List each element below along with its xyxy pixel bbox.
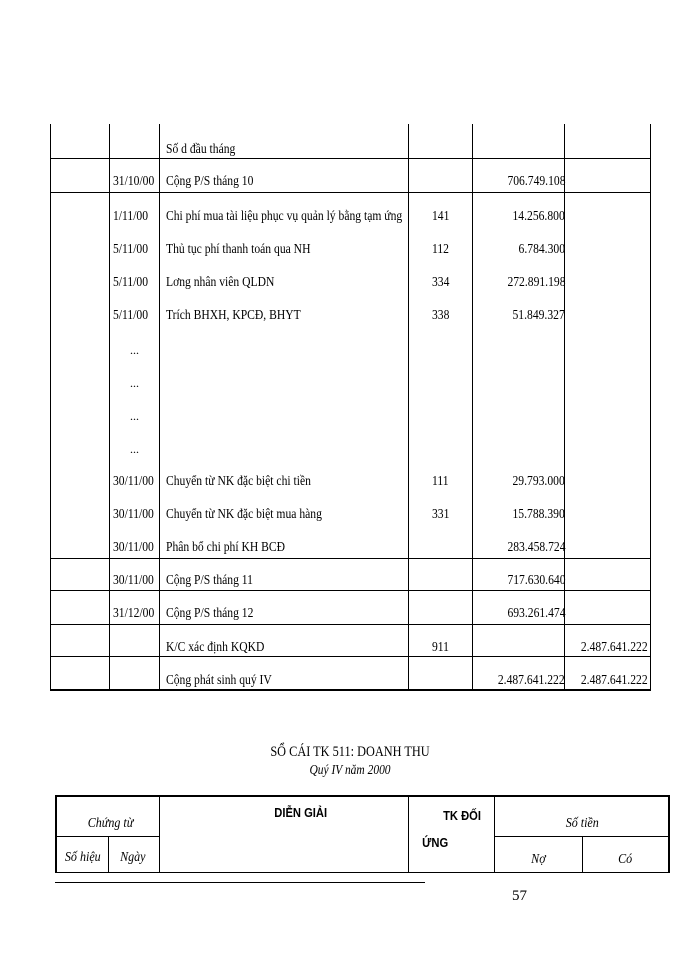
table-border-bottom <box>50 689 651 691</box>
ledger-row-debit: 14.256.800 <box>512 208 565 223</box>
ledger-row-account: 338 <box>432 307 450 322</box>
ledger-row-description: Cộng P/S tháng 12 <box>166 605 254 620</box>
section-subtitle: Quý IV năm 2000 <box>309 763 391 778</box>
header-tk-doi-ung-line2: ỨNG <box>422 835 449 850</box>
table-border-right <box>650 124 651 690</box>
ellipsis: ... <box>130 376 139 390</box>
ledger-row-account: 334 <box>432 274 450 289</box>
ledger-row-description: Thủ tục phí thanh toán qua NH <box>166 241 311 256</box>
column-divider <box>408 124 409 690</box>
ellipsis: ... <box>130 442 139 456</box>
column-divider <box>109 124 110 690</box>
column-divider <box>108 836 109 873</box>
row-divider <box>50 158 651 159</box>
row-divider <box>494 836 670 837</box>
ledger-row-debit: 706.749.108 <box>506 173 565 188</box>
ledger-row-date: 30/11/00 <box>113 506 154 521</box>
ledger-row-date: 31/12/00 <box>113 605 155 620</box>
ledger-row-credit: 2.487.641.222 <box>581 672 648 687</box>
row-divider <box>50 192 651 193</box>
table-border-bottom <box>55 872 670 873</box>
ledger-row-date: 30/11/00 <box>113 539 154 554</box>
ledger-row-debit: 2.487.641.222 <box>498 672 565 687</box>
page-number: 57 <box>512 888 527 904</box>
header-ngay: Ngày <box>120 850 146 865</box>
ledger-row-account: 331 <box>432 506 450 521</box>
row-divider <box>50 558 651 559</box>
ledger-row-description: Lơng nhân viên QLDN <box>166 274 275 289</box>
ledger-row-account: 112 <box>432 241 449 256</box>
ledger-row-description: Trích BHXH, KPCĐ, BHYT <box>166 307 301 322</box>
column-divider <box>408 797 409 873</box>
table-border-left <box>50 124 51 690</box>
footer-rule <box>55 882 425 883</box>
ledger-row-debit: 283.458.724 <box>506 539 565 554</box>
row-divider <box>50 624 651 625</box>
row-divider <box>50 656 651 657</box>
header-so-tien: Số tiền <box>565 816 599 831</box>
header-dien-giai: DIỄN GIẢI <box>274 805 328 820</box>
header-co: Có <box>618 852 633 867</box>
ledger-row-debit: 6.784.300 <box>518 241 565 256</box>
ledger-row-description: Cộng P/S tháng 11 <box>166 572 253 587</box>
ledger-row-credit: 2.487.641.222 <box>581 639 648 654</box>
table-border-top <box>55 795 670 797</box>
ledger-row-debit: 51.849.327 <box>512 307 565 322</box>
row-divider <box>50 590 651 591</box>
ledger-row-account: 911 <box>432 639 449 654</box>
row-divider <box>55 836 159 837</box>
ledger-row-description: Cộng P/S tháng 10 <box>166 173 254 188</box>
ledger-row-description: Chi phí mua tài liệu phục vụ quản lý bằng tạm ứng <box>166 208 403 223</box>
ledger-row-date: 30/11/00 <box>113 473 154 488</box>
column-divider <box>582 836 583 873</box>
ledger-row-debit: 693.261.474 <box>506 605 565 620</box>
ledger-row-description: K/C xác định KQKD <box>166 639 265 654</box>
column-divider <box>472 124 473 690</box>
header-no: Nợ <box>531 852 546 867</box>
table-border-right <box>668 795 670 873</box>
ledger-row-debit: 29.793.000 <box>512 473 565 488</box>
ledger-row-debit: 717.630.640 <box>506 572 565 587</box>
ledger-row-description: Phân bổ chi phí KH BCĐ <box>166 539 286 554</box>
ellipsis: ... <box>130 409 139 423</box>
ellipsis: ... <box>130 343 139 357</box>
ledger-row-date: 30/11/00 <box>113 572 154 587</box>
ledger-row-date: 1/11/00 <box>113 208 149 223</box>
ledger-row-date: 5/11/00 <box>113 307 149 322</box>
column-divider <box>159 124 160 690</box>
ledger-row-date: 5/11/00 <box>113 274 149 289</box>
ledger-row-description: Chuyển từ NK đặc biệt mua hàng <box>166 506 322 521</box>
header-tk-doi-ung: TK ĐỐI <box>443 808 481 823</box>
column-divider <box>159 797 160 873</box>
header-chung-tu: Chứng từ <box>87 816 134 831</box>
ledger-row-description: Chuyển từ NK đặc biệt chi tiền <box>166 473 311 488</box>
table-border-left <box>55 795 57 873</box>
ledger-row-account: 141 <box>432 208 450 223</box>
ledger-row-debit: 15.788.390 <box>512 506 565 521</box>
header-so-hieu: Số hiệu <box>64 850 101 865</box>
ledger-row-date: 31/10/00 <box>113 173 155 188</box>
section-title: SỔ CÁI TK 511: DOANH THU <box>270 744 430 760</box>
ledger-row-description: Cộng phát sinh quý IV <box>166 672 272 687</box>
ledger-row-account: 111 <box>432 473 449 488</box>
ledger-row-description: Số d đầu tháng <box>166 141 236 156</box>
column-divider <box>494 797 495 873</box>
ledger-row-debit: 272.891.198 <box>506 274 565 289</box>
ledger-row-date: 5/11/00 <box>113 241 149 256</box>
